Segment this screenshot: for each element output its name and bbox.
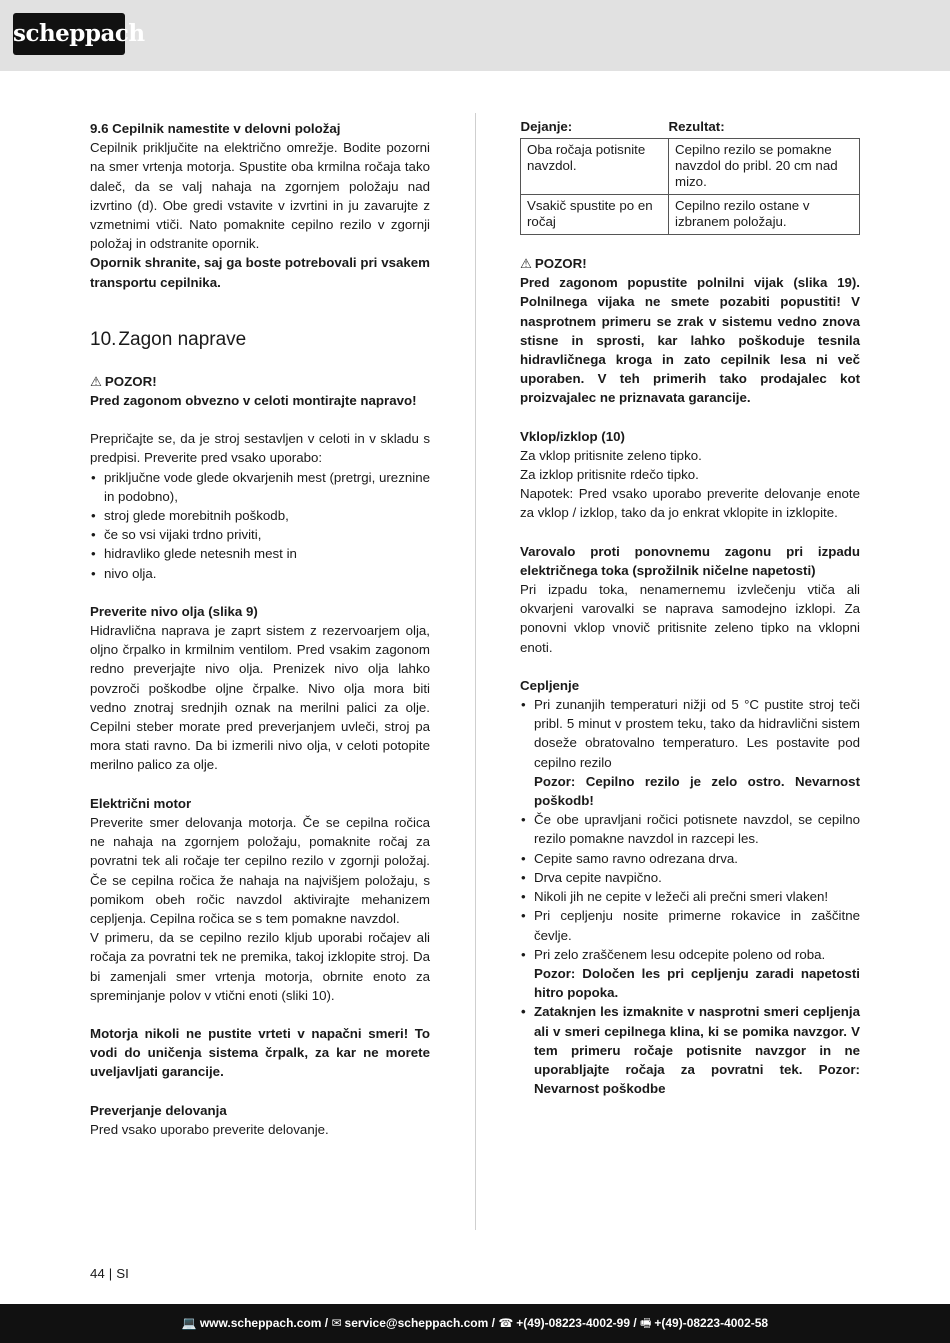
left-column [90,119,430,1139]
page-number: 44 | SI [90,1266,129,1281]
list-item: • Zataknjen les izmaknite v nasprotni smeri cepljenja ali v smeri cepilnega klina, ki se pomika navzgor. V tem primeru ročaje potisnite navzgor in ne uporabljajte ročaja za povratni tek. Pozor: Nevarnost poškodbe [520,1002,860,1098]
list-item: • Če obe upravljani ročici potisnete navzdol, se cepilno rezilo pomakne navzdol in razcepi les. [520,810,860,848]
table-header-result: Rezultat: [668,119,725,134]
splitting-list [520,695,860,1098]
fax-icon: 🖷 [640,1316,652,1330]
phone-icon: ☎ [498,1316,514,1330]
footer-phone: +(49)-08223-4002-99 [516,1316,631,1330]
list-item: • Nikoli jih ne cepite v ležeči ali prečni smeri vlaken! [520,887,860,906]
footer-fax: +(49)-08223-4002-58 [654,1316,769,1330]
list-item: • nivo olja. [90,564,430,583]
section-10-heading [90,328,430,352]
oil-level-title: Preverite nivo olja (slika 9) [90,603,258,619]
footer-web: www.scheppach.com [199,1316,322,1330]
check-intro: Prepričajte se, da je stroj sestavljen v celoti in v skladu s predpisi. Preverite pred vsako uporabo: [90,431,430,466]
list-item-warning: Pozor: Določen les pri cepljenju zaradi napetosti hitro popoka. [534,965,860,1001]
warning-icon: ⚠ [520,256,532,271]
list-item: • če so vsi vijaki trdno priviti, [90,525,430,544]
table-header-action: Dejanje: [520,119,573,134]
function-check-body: Pred vsako uporabo preverite delovanje. [90,1121,329,1137]
scheppach-logo: scheppach [13,13,125,55]
on-off-title: Vklop/izklop (10) [520,428,625,444]
on-off-line-1: Za vklop pritisnite zeleno tipko. [520,447,702,463]
list-item: • priključne vode glede okvarjenih mest (pretrgi, ureznine in podobno), [90,468,430,506]
check-list [90,468,430,583]
column-divider [475,113,476,1230]
warning-label: ⚠ POZOR! [90,373,157,389]
list-item-warning: Pozor: Cepilno rezilo je zelo ostro. Nevarnost poškodb! [534,773,860,809]
motor-title: Električni motor [90,795,192,811]
warning-text: Pred zagonom obvezno v celoti montirajte napravo! [90,393,417,409]
header-bar [0,0,950,71]
splitting-title: Cepljenje [520,677,580,693]
list-item: • Cepite samo ravno odrezana drva. [520,849,860,868]
section-9-6-note: Opornik shranite, saj ga boste potrebovali pri vsakem transportu cepilnika. [90,255,430,290]
list-item: • hidravliko glede netesnih mest in [90,544,430,563]
table-cell: Cepilno rezilo ostane v izbranem položaju. [669,195,860,235]
motor-body-1: Preverite smer delovanja motorja. Če se cepilna ročica ne nahaja na zgornjem položaju, pomaknite ročaj za povratni tek ali ročaje ter cepilno rezilo v zgornji položaj. Če se cepilna ročica že nahaja na najvišjem položaju, s pomikom obeh ročic navzdol aktivirajte mehanizem cepljenja. Cepilna ročica se s tem pomakne navzdol. [90,814,430,926]
table-cell: Oba ročaja potisnite navzdol. [521,139,669,195]
restart-protection-body: Pri izpadu toka, nenamernemu izvlečenju vtiča ali okvarjeni varovalki se naprava samodejno izklopi. Za ponovni vklop vnovič pritisnite zeleno tipko na vklopni enoti. [520,582,860,655]
function-check-title: Preverjanje delovanja [90,1102,227,1118]
list-item: • Pri zunanjih temperaturi nižji od 5 °C pustite stroj teči pribl. 5 minut v prostem teku, tako da hidravlični sistem doseže obratovalno temperaturo. Les postavite pod cepilno rezilo Pozor: Cepilno rezilo je zelo ostro. Nevarnost poškodb! [520,695,860,810]
restart-protection-title: Varovalo proti ponovnemu zagonu pri izpadu električnega toka (sprožilnik ničelne napetosti) [520,543,860,578]
table-row [521,195,860,235]
section-10-title: Zagon naprave [118,328,247,350]
table-cell: Vsakič spustite po en ročaj [521,195,669,235]
table-cell: Cepilno rezilo se pomakne navzdol do pribl. 20 cm nad mizo. [669,139,860,195]
on-off-line-2: Za izklop pritisnite rdečo tipko. [520,467,699,483]
footer-email: service@scheppach.com [344,1316,489,1330]
right-column [520,119,860,1098]
motor-warning: Motorja nikoli ne pustite vrteti v napačni smeri! To vodi do uničenja sistema črpalk, za kar ne morete uveljavljati garancije. [90,1025,430,1080]
footer-bar: 💻 www.scheppach.com / ✉ service@scheppach.com / ☎ +(49)-08223-4002-99 / 🖷 +(49)-08223-4002-58 [0,1304,950,1343]
mail-icon: ✉ [331,1316,342,1330]
list-item: • stroj glede morebitnih poškodb, [90,506,430,525]
warning-text: Pred zagonom popustite polnilni vijak (slika 19). Polnilnega vijaka ne smete pozabiti popustiti! V nasprotnem primeru se zrak v sistemu vedno znova stisne in sprosti, kar lahko poškoduje tesnila hidravličnega kroga in zato cepilnik lesa ni več uporaben. V teh primerih tako prodajalec kot proizvajalec ne priznavata garancije. [520,275,860,406]
warning-label: ⚠ POZOR! [520,256,587,271]
section-9-6-body: Cepilnik priključite na električno omrežje. Bodite pozorni na smer vrtenja motorja. Spustite oba krmilna ročaja tako daleč, da se valj nahaja na zgornjem položaju nad izvrtino (d). Obe gredi vstavite v izvrtini in ju zavarujte z vzmetnimi vtiči. Nato pomaknite cepilno rezilo v zgornji položaj in odstranite opornik. [90,140,430,252]
on-off-note: Napotek: Pred vsako uporabo preverite delovanje enote za vklop / izklop, tako da jo enkrat vklopite in izklopite. [520,486,860,521]
list-item: • Pri zelo zraščenem lesu odcepite poleno od roba. Pozor: Določen les pri cepljenju zaradi napetosti hitro popoka. [520,945,860,1003]
section-9-6-title: 9.6 Cepilnik namestite v delovni položaj [90,121,341,136]
computer-icon: 💻 [181,1316,197,1330]
motor-body-2: V primeru, da se cepilno rezilo kljub uporabi ročajev ali ročaja za povratni tek ne premika, takoj izklopite stroj. Da bi zamenjali smer vrtenja motorja, obrnite enoto za spreminjanje polov v vtični enoti (sliki 10). [90,930,430,1003]
warning-icon: ⚠ [90,373,102,389]
section-10-number: 10. [90,328,117,350]
list-item: • Drva cepite navpično. [520,868,860,887]
table-row [521,139,860,195]
list-item: • Pri cepljenju nosite primerne rokavice in zaščitne čevlje. [520,906,860,944]
action-result-table [520,119,860,235]
oil-level-body: Hidravlična naprava je zaprt sistem z rezervoarjem olja, oljno črpalko in krmilnim ventilom. Pred vsakim zagonom redno preverjajte nivo olja. Prenizek nivo olja lahko povzroči poškodbe oljne črpalke. Nivo olja mora biti vedno znotraj srednjih oznak na merilni palici za olje. Cepilni steber morate pred preverjanjem uvleči, stroj pa mora stati ravno. Da bi izmerili nivo olja, v celoti potopite merilno palico za olje. [90,623,430,773]
